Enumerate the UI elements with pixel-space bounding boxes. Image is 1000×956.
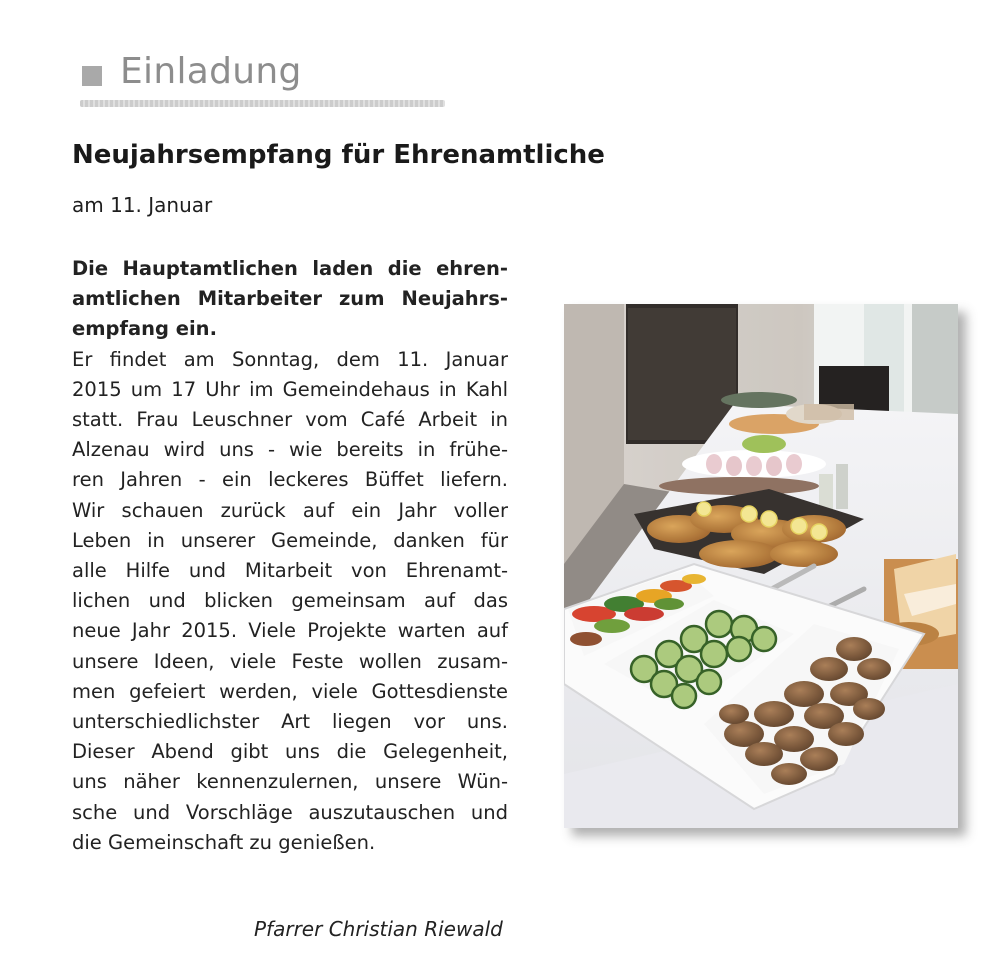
body-line: unsere Ideen, viele Feste wollen zusam-	[72, 649, 508, 673]
author-signature: Pfarrer Christian Riewald	[254, 917, 503, 941]
body-line: 2015 um 17 Uhr im Gemeindehaus in Kahl	[72, 377, 508, 401]
body-line: men gefeiert werden, viele Gottesdienste	[72, 679, 508, 703]
body-line: alle Hilfe und Mitarbeit von Ehrenamt-	[72, 559, 508, 583]
body-line: ren Jahren - ein leckeres Büffet liefern.	[72, 468, 508, 492]
intro-line: empfang ein.	[72, 317, 217, 341]
section-bullet-icon	[82, 66, 102, 86]
intro-line: Die Hauptamtlichen laden die ehren-	[72, 257, 508, 280]
article-headline: Neujahrsempfang für Ehrenamtliche	[72, 140, 605, 170]
body-line: Dieser Abend gibt uns die Gelegenheit,	[72, 740, 508, 764]
body-line: Wir schauen zurück auf ein Jahr voller	[72, 498, 508, 522]
body-line: Leben in unserer Gemeinde, danken für	[72, 528, 508, 552]
body-line: uns näher kennenzulernen, unsere Wün-	[72, 770, 508, 794]
body-line: neue Jahr 2015. Viele Projekte warten auf	[72, 619, 508, 643]
article-date: am 11. Januar	[72, 193, 213, 217]
article-body	[72, 254, 508, 858]
body-line: die Gemeinschaft zu genießen.	[72, 830, 376, 854]
section-label: Einladung	[120, 51, 302, 92]
body-line: statt. Frau Leuschner vom Café Arbeit in	[72, 408, 508, 432]
body-line: Er findet am Sonntag, dem 11. Januar	[72, 347, 508, 371]
section-divider	[80, 100, 445, 107]
intro-line: amtlichen Mitarbeiter zum Neujahrs-	[72, 287, 508, 311]
body-line: Alzenau wird uns - wie bereits in frühe-	[72, 438, 508, 462]
body-line: lichen und blicken gemeinsam auf das	[72, 589, 508, 613]
buffet-photo	[564, 304, 958, 828]
body-line: unterschiedlichster Art liegen vor uns.	[72, 710, 508, 734]
body-line: sche und Vorschläge auszutauschen und	[72, 800, 508, 824]
